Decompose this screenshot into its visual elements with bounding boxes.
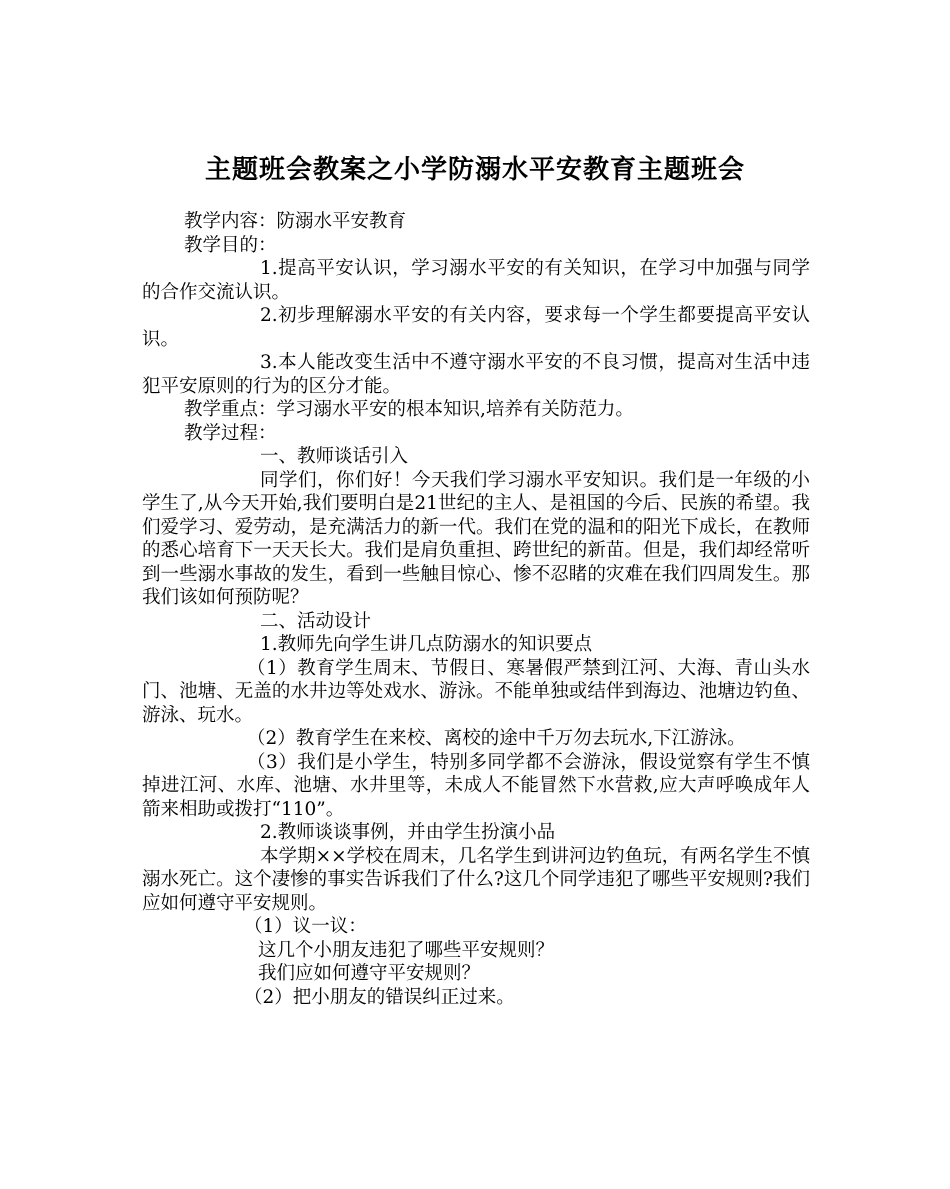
- teaching-focus-line: 教学重点：学习溺水平安的根本知识,培养有关防范力。: [184, 399, 634, 420]
- discussion-question-2: 我们应如何遵守平安规则？: [258, 963, 481, 984]
- safety-point-3: （3）我们是小学生，特别多同学都不会游泳，假设觉察有学生不慎掉进江河、水库、池塘、水井里等，未成人不能冒然下水营救,应大声呼唤成年人箭来相助或拨打“110”。: [142, 751, 810, 820]
- teaching-content-line: 教学内容：防溺水平安教育: [184, 211, 407, 232]
- section-heading-1: 一、教师谈话引入: [260, 446, 409, 467]
- intro-paragraph: 同学们，你们好！今天我们学习溺水平安知识。我们是一年级的小学生了,从今天开始,我们要明白是21世纪的主人、是祖国的今后、民族的希望。我们爱学习、爱劳动，是充满活力的新一代。我们在党的温和的阳光下成长，在教师的悉心培育下一天天长大。我们是肩负重担、跨世纪的新苗。但是，我们却经常听到一些溺水事故的发生，看到一些触目惊心、惨不忍睹的灾难在我们四周发生。那我们该如何预防呢？: [142, 469, 810, 608]
- goal-item-1: 1.提高平安认识，学习溺水平安的有关知识，在学习中加强与同学的合作交流认识。: [142, 258, 810, 303]
- correction-item: （2）把小朋友的错误纠正过来。: [244, 986, 515, 1008]
- safety-point-1: （1）教育学生周末、节假日、寒暑假严禁到江河、大海、青山头水门、池塘、无盖的水井边等处戏水、游泳。不能单独或结伴到海边、池塘边钓鱼、游泳、玩水。: [142, 657, 810, 726]
- case-paragraph: 本学期××学校在周末，几名学生到讲河边钓鱼玩，有两名学生不慎溺水死亡。这个凄惨的事实告诉我们了什么?这几个同学违犯了哪些平安规则?我们应如何遵守平安规则。: [142, 845, 810, 914]
- goal-item-2: 2.初步理解溺水平安的有关内容，要求每一个学生都要提高平安认识。: [142, 305, 810, 350]
- activity-item-1: 1.教师先向学生讲几点防溺水的知识要点: [260, 634, 593, 655]
- safety-point-2: （2）教育学生在来校、离校的途中千万勿去玩水,下江游泳。: [247, 728, 746, 749]
- activity-item-2: 2.教师谈谈事例，并由学生扮演小品: [260, 822, 556, 843]
- document-title: 主题班会教案之小学防溺水平安教育主题班会: [204, 155, 745, 186]
- teaching-goals-heading: 教学目的：: [184, 234, 277, 256]
- section-heading-2: 二、活动设计: [260, 610, 372, 632]
- document-body: [142, 210, 810, 1009]
- discussion-heading: （1）议一议：: [244, 916, 367, 937]
- discussion-question-1: 这几个小朋友违犯了哪些平安规则？: [258, 939, 555, 961]
- goal-item-3: 3.本人能改变生活中不遵守溺水平安的不良习惯，提高对生活中违犯平安原则的行为的区分才能。: [142, 352, 810, 397]
- teaching-process-heading: 教学过程：: [184, 422, 277, 444]
